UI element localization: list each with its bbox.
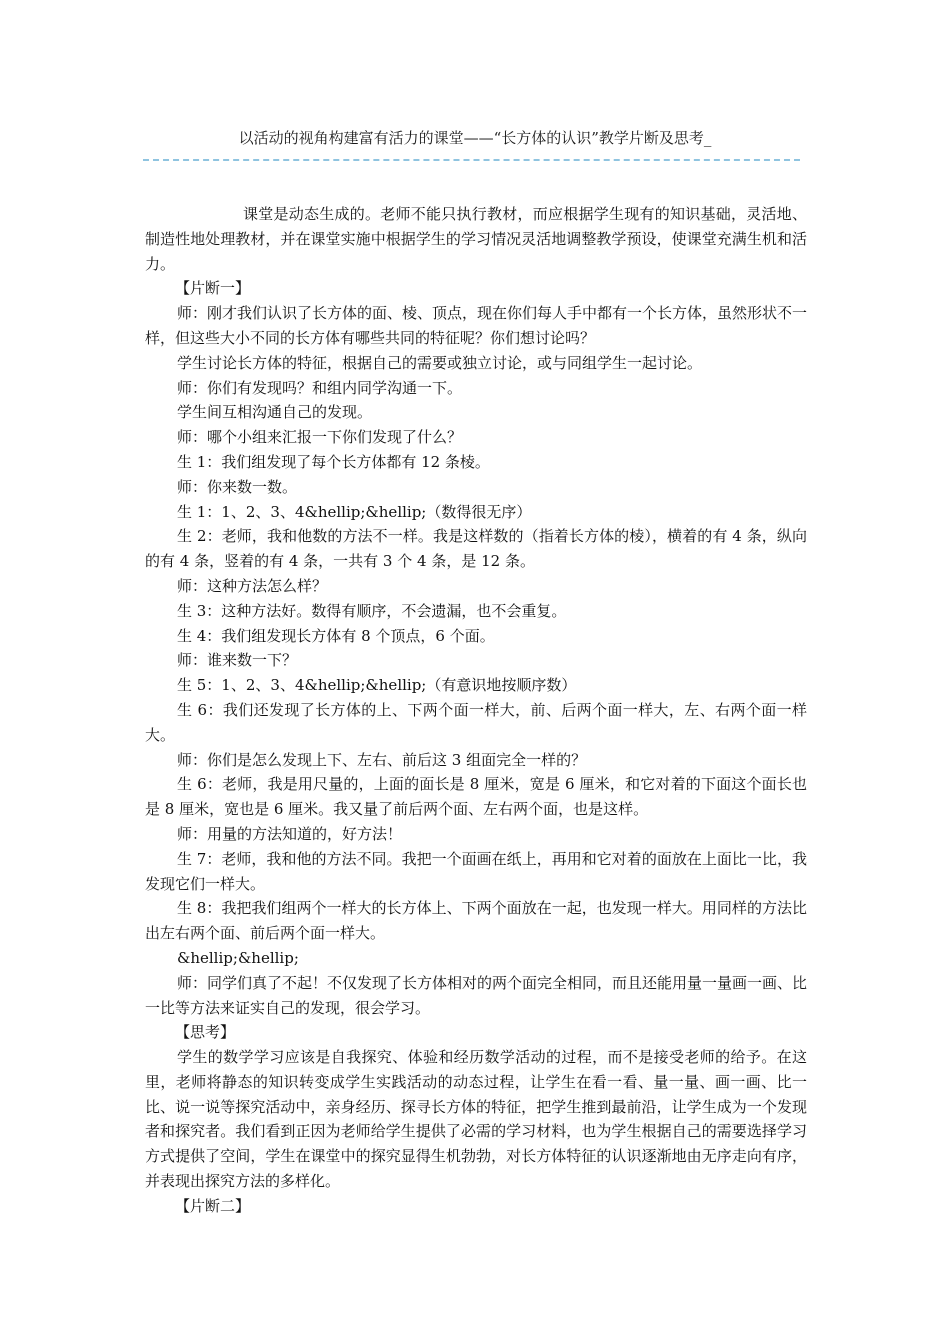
document-body bbox=[145, 202, 807, 1219]
dialogue-line: 生 6：老师，我是用尺量的，上面的面长是 8 厘米，宽是 6 厘米，和它对着的下面这个面长也是 8 厘米，宽也是 6 厘米。我又量了前后两个面、左右两个面，也是这样。 bbox=[145, 775, 807, 819]
document-title: 以活动的视角构建富有活力的课堂——“长方体的认识”教学片断及思考_ bbox=[238, 129, 712, 147]
dialogue-line: 生 1：1、2、3、4&hellip;&hellip;（数得很无序） bbox=[177, 502, 532, 521]
dialogue-line: 生 1：我们组发现了每个长方体都有 12 条棱。 bbox=[177, 452, 490, 471]
dialogue-line: 师：你们是怎么发现上下、左右、前后这 3 组面完全一样的？ bbox=[177, 750, 587, 769]
dialogue-line: 师：用量的方法知道的，好方法！ bbox=[177, 824, 403, 843]
title-divider bbox=[143, 159, 800, 161]
section-heading-fragment-1: 【片断一】 bbox=[175, 279, 251, 298]
dialogue-line: 师：你们有发现吗？和组内同学沟通一下。 bbox=[177, 378, 463, 397]
dialogue-line: 师：谁来数一下？ bbox=[177, 651, 298, 670]
dialogue-line: 生 2：老师，我和他数的方法不一样。我是这样数的（指着长方体的棱），横着的有 4 条，纵向的有 4 条，竖着的有 4 条，一共有 3 个 4 条，是 12 条。 bbox=[145, 527, 807, 571]
section-heading-fragment-2: 【片断二】 bbox=[175, 1196, 251, 1215]
dialogue-line: 师：哪个小组来汇报一下你们发现了什么？ bbox=[177, 428, 463, 447]
dialogue-line: 生 5：1、2、3、4&hellip;&hellip;（有意识地按顺序数） bbox=[177, 676, 577, 695]
dialogue-line: 师：你来数一数。 bbox=[177, 477, 298, 496]
dialogue-line: 学生讨论长方体的特征，根据自己的需要或独立讨论，或与同组学生一起讨论。 bbox=[177, 353, 703, 372]
section-heading-reflection: 【思考】 bbox=[175, 1023, 236, 1042]
dialogue-line: 生 7：老师，我和他的方法不同。我把一个面画在纸上，再用和它对着的面放在上面比一比，我发现它们一样大。 bbox=[145, 849, 807, 893]
dialogue-line: 师：刚才我们认识了长方体的面、棱、顶点，现在你们每人手中都有一个长方体，虽然形状不一样，但这些大小不同的长方体有哪些共同的特征呢？你们想讨论吗？ bbox=[145, 304, 808, 347]
dialogue-line: 生 4：我们组发现长方体有 8 个顶点，6 个面。 bbox=[177, 626, 495, 645]
dialogue-line: 生 3：这种方法好。数得有顺序，不会遗漏，也不会重复。 bbox=[177, 601, 567, 620]
ellipsis-line: &hellip;&hellip; bbox=[177, 948, 299, 967]
dialogue-line: 师：这种方法怎么样？ bbox=[177, 576, 328, 595]
dialogue-line: 师：同学们真了不起！不仅发现了长方体相对的两个面完全相同，而且还能用量一量画一画、比一比等方法来证实自己的发现，很会学习。 bbox=[145, 973, 808, 1017]
dialogue-line: 生 8：我把我们组两个一样大的长方体上、下两个面放在一起，也发现一样大。用同样的方法比出左右两个面、前后两个面一样大。 bbox=[145, 899, 807, 943]
dialogue-line: 生 6：我们还发现了长方体的上、下两个面一样大，前、后两个面一样大，左、右两个面一样大。 bbox=[145, 700, 807, 744]
reflection-paragraph: 学生的数学学习应该是自我探究、体验和经历数学活动的过程，而不是接受老师的给予。在这里，老师将静态的知识转变成学生实践活动的动态过程，让学生在看一看、量一量、画一画、比一比、说一说等探究活动中，亲身经历、探寻长方体的特征，把学生推到最前沿，让学生成为一个发现者和探究者。我们看到正因为老师给学生提供了必需的学习材料，也为学生根据自己的需要选择学习方式提供了空间，学生在课堂中的探究显得生机勃勃，对长方体特征的认识逐渐地由无序走向有序，并表现出探究方法的多样化。 bbox=[145, 1048, 807, 1191]
dialogue-line: 学生间互相沟通自己的发现。 bbox=[177, 403, 373, 422]
intro-paragraph: 课堂是动态生成的。老师不能只执行教材，而应根据学生现有的知识基础，灵活地、制造性地处理教材，并在课堂实施中根据学生的学习情况灵活地调整教学预设，使课堂充满生机和活力。 bbox=[145, 205, 807, 273]
